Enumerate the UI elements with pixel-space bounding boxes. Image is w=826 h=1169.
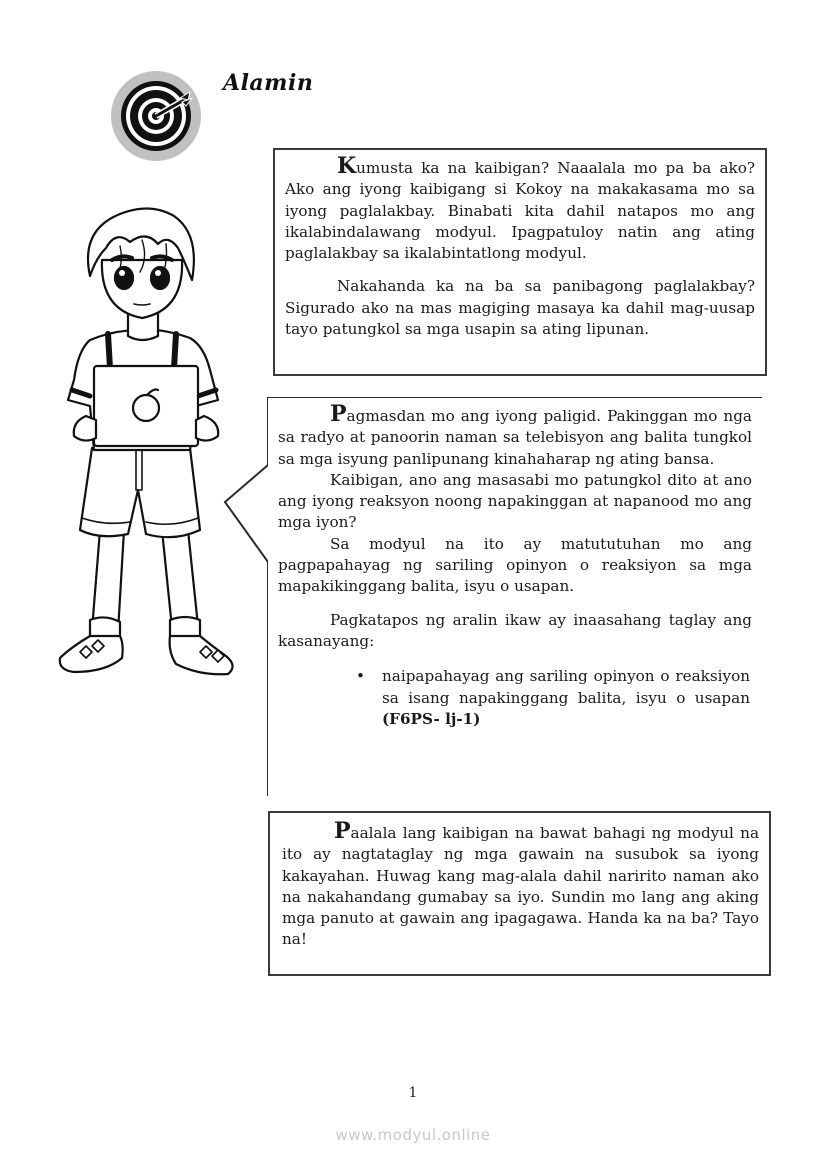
speech-paragraph-2: Kaibigan, ano ang masasabi mo patungkol dito at ano ang iyong reaksyon noong napakinggan at napanood mo ang mga iyon? (278, 470, 752, 532)
dropcap: P (334, 818, 351, 844)
reminder-paragraph-text: aalala lang kaibigan na bawat bahagi ng modyul na ito ay nagtataglay ng mga gawain na susubok sa iyong kakayahan. Huwag kang mag-alala dahil naririto naman ako na nakahandang gumabay sa iyo. Sundin mo lang ang aking mga panuto at gawain ang ipagagawa. Handa ka na ba? Tayo na! (282, 824, 759, 949)
objective-item (382, 666, 752, 730)
objective-text: naipapahayag ang sariling opinyon o reaksiyon sa isang napakinggang balita, isyu o usapan (382, 667, 750, 707)
speech-bubble-box (268, 398, 762, 796)
page-number: 1 (408, 1085, 418, 1101)
target-with-arrow-icon (110, 70, 202, 162)
speech-paragraph-3: Sa modyul na ito ay matututuhan mo ang pagpapahayag ng sariling opinyon o reaksiyon sa mga mapakikinggang balita, isyu o usapan. (278, 534, 752, 596)
intro-paragraph-2: Nakahanda ka na ba sa panibagong paglalakbay? Sigurado ako na mas magiging masaya ka dahil mag-uusap tayo patungkol sa mga usapin sa ating lipunan. (285, 277, 755, 339)
reminder-box (268, 811, 771, 976)
section-title: Alamin (223, 70, 314, 96)
intro-paragraph-1 (285, 153, 755, 264)
reminder-paragraph (282, 818, 759, 951)
boy-holding-tablet-illustration (50, 200, 240, 680)
dropcap: P (330, 401, 347, 427)
objectives-list (278, 666, 752, 730)
dropcap: K (337, 153, 357, 179)
intro-message-box (273, 148, 767, 376)
competency-code: (F6PS- lj-1) (382, 709, 481, 728)
speech-paragraph-4: Pagkatapos ng aralin ikaw ay inaasahang taglay ang kasanayang: (278, 610, 752, 650)
watermark: www.modyul.online (335, 1126, 491, 1144)
speech-paragraph-1-text: agmasdan mo ang iyong paligid. Pakinggan mo nga sa radyo at panoorin naman sa telebisyon ang balita tungkol sa mga isyung panlipunang kinahaharap ng ating bansa. (278, 407, 752, 468)
intro-paragraph-1-text: umusta ka na kaibigan? Naaalala mo pa ba ako? Ako ang iyong kaibigang si Kokoy na makakasama mo sa iyong paglalakbay. Binabati kita dahil natapos mo ang ikalabindalawang modyul. Ipagpatuloy natin ang ating paglalakbay sa ikalabintatlong modyul. (285, 159, 755, 263)
speech-paragraph-1 (278, 401, 752, 470)
